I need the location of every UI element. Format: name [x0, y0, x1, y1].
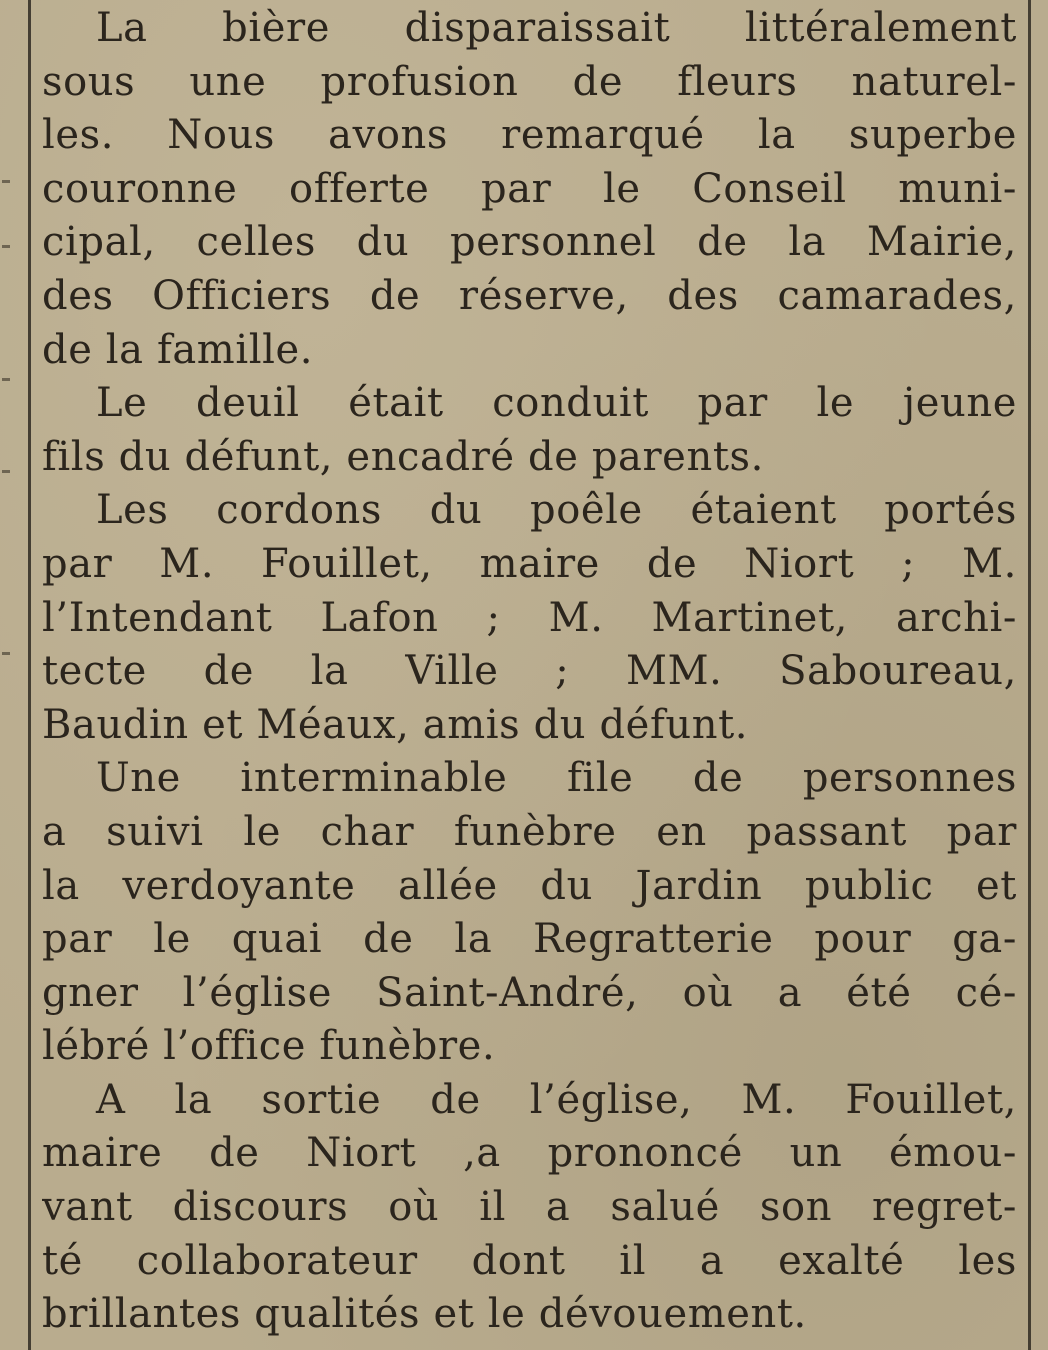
text-line: les. Nous avons remarqué la superbe [42, 112, 1017, 159]
gutter-mark [2, 245, 10, 248]
text-line: couronne offerte par le Conseil muni- [42, 165, 1017, 212]
text-line: brillantes qualités et le dévouement. [42, 1291, 807, 1338]
gutter-mark [2, 470, 10, 473]
paragraph [42, 752, 1017, 1074]
text-line: Le deuil était conduit par le jeune [96, 380, 1017, 427]
text-line: Les cordons du poêle étaient portés [96, 487, 1017, 534]
text-line: l’Intendant Lafon ; M. Martinet, archi- [42, 594, 1017, 641]
text-line: vant discours où il a salué son regret- [42, 1184, 1017, 1231]
gutter-mark [2, 180, 10, 183]
paragraph [42, 377, 1017, 484]
paragraph [42, 1074, 1017, 1342]
text-line: gner l’église Saint-André, où a été cé- [42, 969, 1017, 1016]
text-line: par le quai de la Regratterie pour ga- [42, 916, 1017, 963]
text-line: a suivi le char funèbre en passant par [42, 808, 1017, 855]
text-line: sous une profusion de fleurs naturel- [42, 58, 1017, 105]
left-gutter-marks [2, 0, 16, 1350]
text-line: fils du défunt, encadré de parents. [42, 433, 764, 480]
article-text [42, 2, 1017, 1342]
text-line: lébré l’office funèbre. [42, 1023, 496, 1070]
text-line: A la sortie de l’église, M. Fouillet, [96, 1076, 1017, 1123]
paragraph [42, 2, 1017, 377]
text-line: de la famille. [42, 326, 314, 373]
text-line: cipal, celles du personnel de la Mairie, [42, 219, 1017, 266]
paragraph [42, 484, 1017, 752]
gutter-mark [2, 378, 10, 381]
text-line: té collaborateur dont il a exalté les [42, 1237, 1017, 1284]
text-line: Une interminable file de personnes [96, 755, 1017, 802]
right-column-rule [1028, 0, 1031, 1350]
gutter-mark [2, 652, 10, 655]
left-column-rule [28, 0, 31, 1350]
text-line: La bière disparaissait littéralement [96, 5, 1017, 51]
text-line: des Officiers de réserve, des camarades, [42, 272, 1017, 319]
text-line: maire de Niort ,a prononcé un émou- [42, 1130, 1017, 1177]
text-line: Baudin et Méaux, amis du défunt. [42, 701, 749, 748]
text-line: tecte de la Ville ; MM. Saboureau, [42, 648, 1017, 695]
text-line: la verdoyante allée du Jardin public et [42, 862, 1017, 909]
text-line: par M. Fouillet, maire de Niort ; M. [42, 540, 1017, 587]
